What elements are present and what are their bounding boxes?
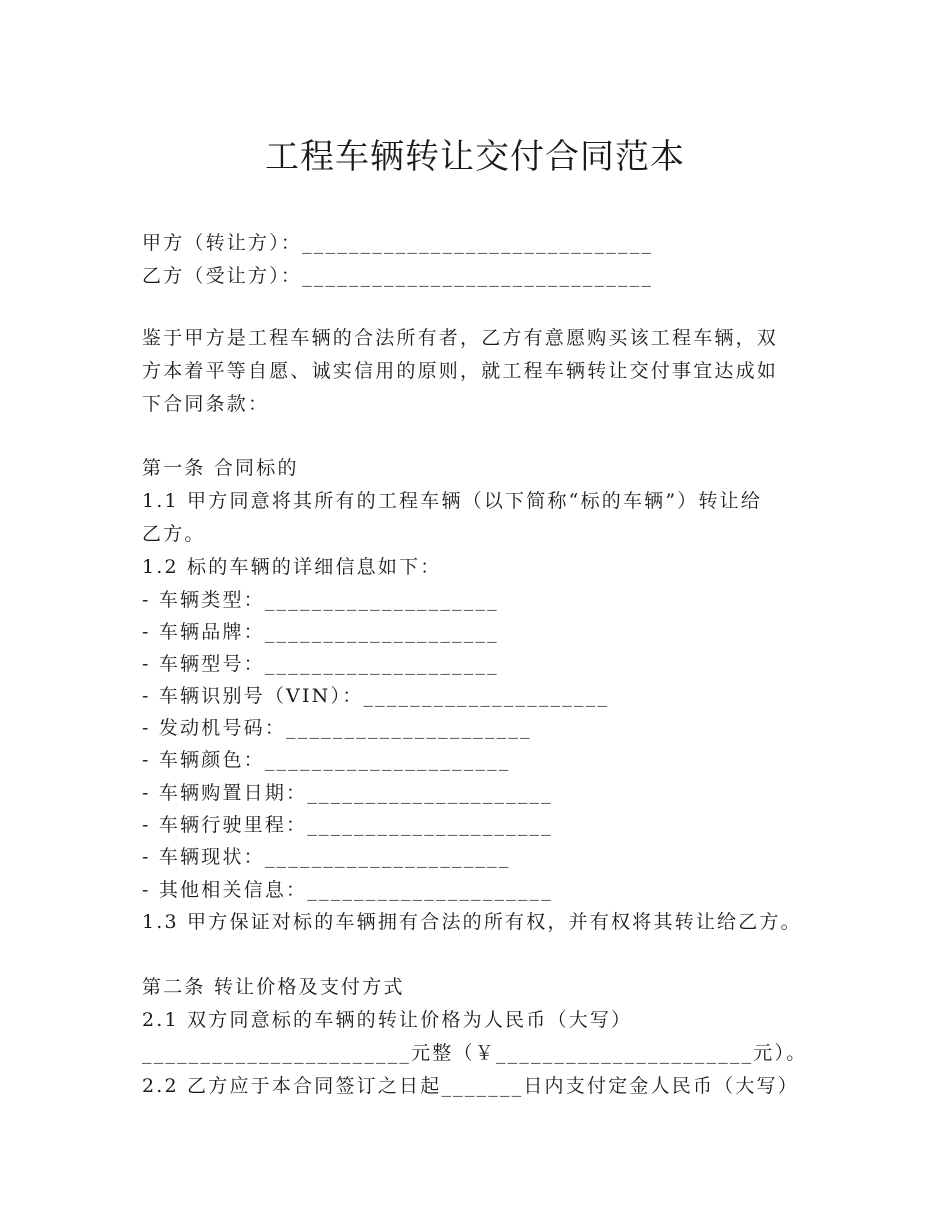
party-a-line: 甲方（转让方）：______________________________ — [142, 232, 654, 254]
vehicle-info-item: - 车辆现状：_____________________ — [142, 846, 511, 868]
vehicle-info-item: - 发动机号码：_____________________ — [142, 717, 532, 739]
clause-1-3: 1.3 甲方保证对标的车辆拥有合法的所有权，并有权将其转让给乙方。 — [142, 911, 802, 933]
clause-1-1-line-2: 乙方。 — [142, 523, 206, 545]
clause-2-1-line-1: 2.1 双方同意标的车辆的转让价格为人民币（大写） — [142, 1009, 633, 1031]
clause-2-1-line-2: _______________________元整（￥______________________元）。 — [142, 1042, 808, 1064]
clause-1-1-line-1: 1.1 甲方同意将其所有的工程车辆（以下简称“标的车辆”）转让给 — [142, 490, 763, 512]
clause-2-2: 2.2 乙方应于本合同签订之日起_______日内支付定金人民币（大写） — [142, 1075, 799, 1097]
vehicle-info-item: - 车辆品牌：____________________ — [142, 621, 499, 643]
preamble-line-1: 鉴于甲方是工程车辆的合法所有者，乙方有意愿购买该工程车辆，双 — [142, 327, 779, 349]
vehicle-info-item: - 车辆购置日期：_____________________ — [142, 782, 553, 804]
vehicle-info-item: - 车辆类型：____________________ — [142, 589, 499, 611]
clause-1-2: 1.2 标的车辆的详细信息如下： — [142, 556, 442, 578]
preamble-line-3: 下合同条款： — [142, 393, 270, 415]
vehicle-info-item: - 车辆识别号（VIN）：_____________________ — [142, 685, 610, 707]
vehicle-info-item: - 车辆颜色：_____________________ — [142, 749, 511, 771]
article-2-heading: 第二条 转让价格及支付方式 — [142, 976, 405, 998]
party-b-line: 乙方（受让方）：______________________________ — [142, 265, 654, 287]
article-1-heading: 第一条 合同标的 — [142, 457, 299, 479]
document-title: 工程车辆转让交付合同范本 — [265, 137, 685, 177]
vehicle-info-item: - 其他相关信息：_____________________ — [142, 879, 553, 901]
vehicle-info-item: - 车辆行驶里程：_____________________ — [142, 814, 553, 836]
preamble-line-2: 方本着平等自愿、诚实信用的原则，就工程车辆转让交付事宜达成如 — [142, 360, 779, 382]
vehicle-info-item: - 车辆型号：____________________ — [142, 653, 499, 675]
